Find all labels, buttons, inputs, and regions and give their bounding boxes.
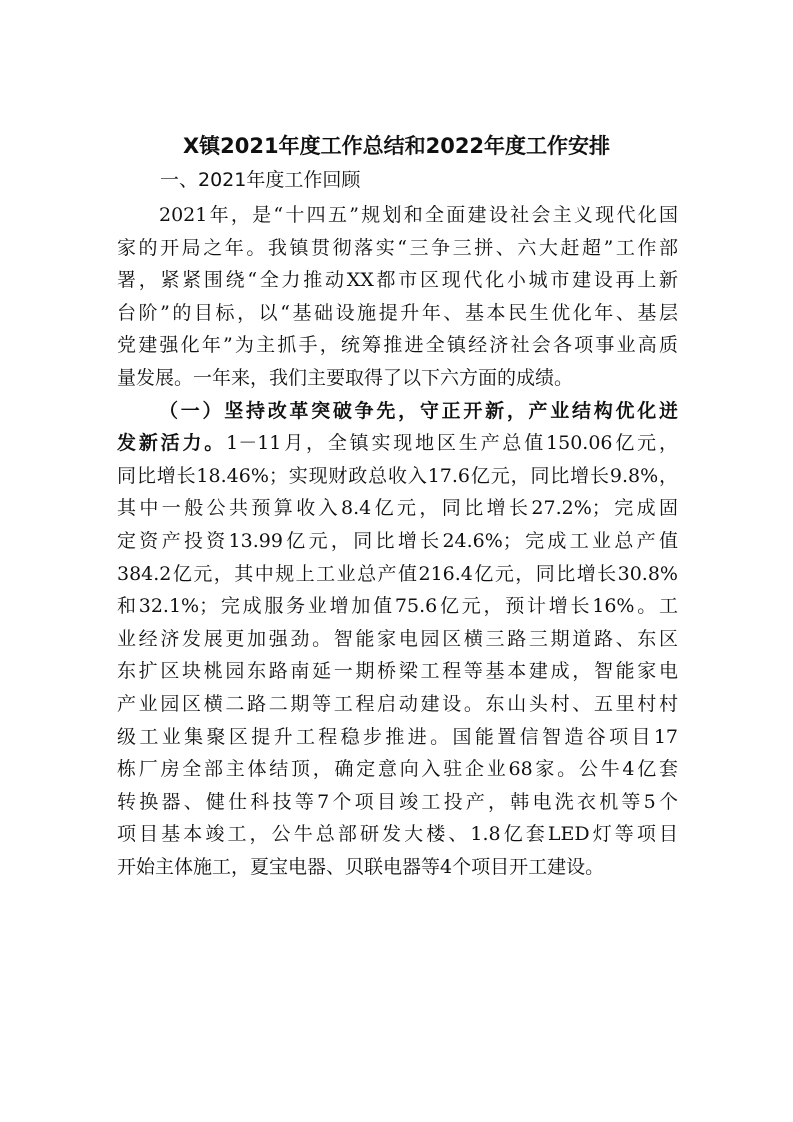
- line-text: 党建强化年”为主抓手，统筹推进全镇经济社会各项事业高质: [117, 334, 678, 357]
- text-line: [117, 232, 678, 265]
- text-line: [117, 297, 678, 330]
- line-text: 和32.1%；完成服务业增加值75.6亿元，预计增长16%。工: [117, 595, 678, 618]
- line-text: 栋厂房全部主体结顶，确定意向入驻企业68家。公牛4亿套: [117, 758, 678, 781]
- bold-lead-text: （一）坚持改革突破争先，守正开新，产业结构优化迸: [159, 399, 678, 422]
- line-text: 产业园区横二路二期等工程启动建设。东山头村、五里村村: [117, 692, 678, 715]
- line-text: 台阶”的目标，以“基础设施提升年、基本民生优化年、基层: [117, 301, 678, 324]
- bold-lead-text: 发新活力。: [117, 432, 227, 455]
- line-text: 其中一般公共预算收入8.4亿元，同比增长27.2%；完成固: [117, 497, 678, 520]
- text-line: [117, 590, 678, 623]
- line-text: 项目基本竣工，公牛总部研发大楼、1.8亿套LED灯等项目: [117, 823, 678, 846]
- line-text: 2021年，是“十四五”规划和全面建设社会主义现代化国: [159, 204, 678, 226]
- text-line: [117, 688, 678, 721]
- text-line: [117, 786, 678, 819]
- line-text: 1－11月，全镇实现地区生产总值150.06亿元，: [226, 432, 678, 455]
- text-line: [117, 395, 678, 428]
- body-text: [117, 199, 678, 883]
- text-line: [117, 721, 678, 754]
- text-line: [117, 558, 678, 591]
- line-text: 转换器、健仕科技等7个项目竣工投产，韩电洗衣机等5个: [117, 790, 678, 813]
- text-line: [117, 492, 678, 525]
- text-line: [117, 427, 678, 460]
- line-text: 定资产投资13.99亿元，同比增长24.6%；完成工业总产值: [117, 529, 678, 552]
- line-text: 同比增长18.46%；实现财政总收入17.6亿元，同比增长9.8%，: [117, 464, 678, 487]
- text-line: [117, 329, 678, 362]
- line-text: 家的开局之年。我镇贯彻落实“三争三拼、六大赶超”工作部: [117, 236, 678, 259]
- section-heading: 一、2021年度工作回顾: [160, 169, 361, 191]
- line-text: 量发展。一年来，我们主要取得了以下六方面的成绩。: [117, 366, 574, 389]
- text-line: [117, 460, 678, 493]
- text-line: [117, 199, 678, 232]
- line-text: 东扩区块桃园东路南延一期桥梁工程等基本建成，智能家电: [117, 660, 678, 683]
- line-text: 署，紧紧围绕“全力推动XX都市区现代化小城市建设再上新: [117, 269, 678, 292]
- text-line: [117, 525, 678, 558]
- line-text: 开始主体施工，夏宝电器、贝联电器等4个项目开工建设。: [117, 855, 605, 878]
- line-text: 业经济发展更加强劲。智能家电园区横三路三期道路、东区: [117, 627, 678, 650]
- line-text: 384.2亿元，其中规上工业总产值216.4亿元，同比增长30.8%: [117, 562, 678, 585]
- text-line: [117, 753, 678, 786]
- text-line: [117, 264, 678, 297]
- text-line: [117, 623, 678, 656]
- text-line: [117, 851, 678, 884]
- document-title: X镇2021年度工作总结和2022年度工作安排: [182, 134, 611, 158]
- text-line: [117, 655, 678, 688]
- text-line: [117, 818, 678, 851]
- text-line: [117, 362, 678, 395]
- line-text: 级工业集聚区提升工程稳步推进。国能置信智造谷项目17: [117, 725, 678, 748]
